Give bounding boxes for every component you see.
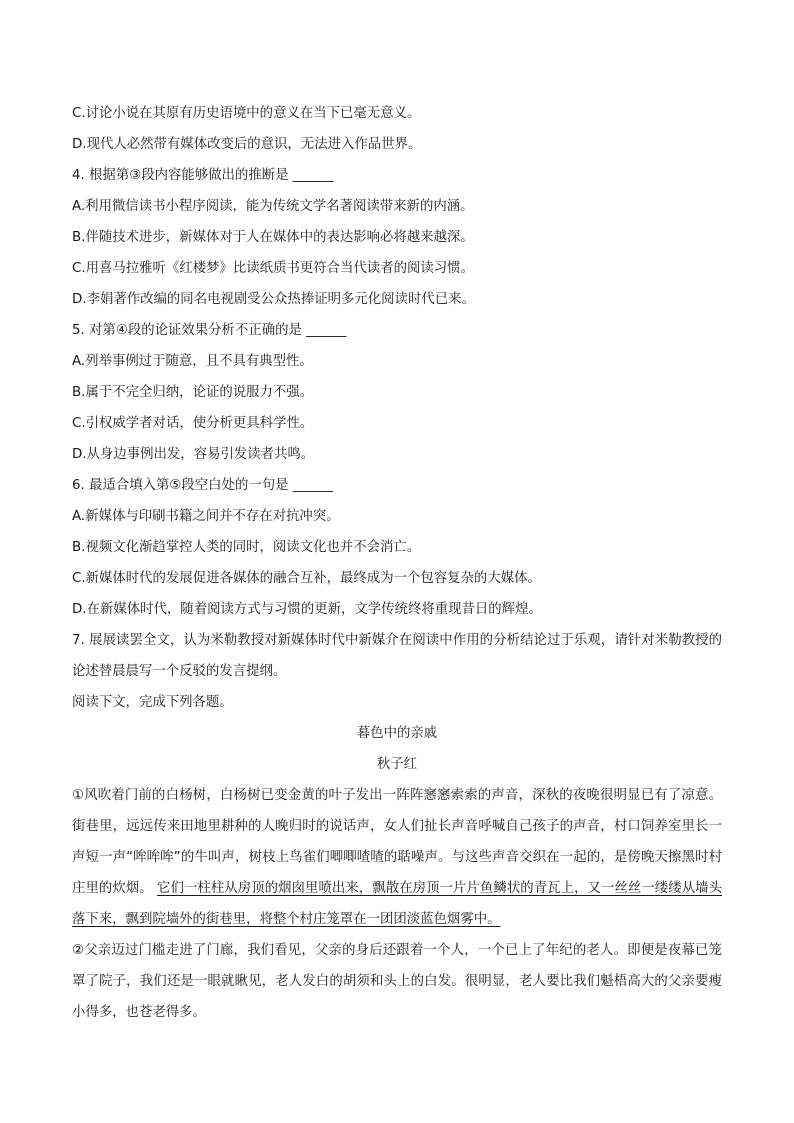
q5-stem: 5. 对第④段的论证效果分析不正确的是 ______: [72, 323, 347, 338]
q6-stem: 6. 最适合填入第⑤段空白处的一句是 ______: [72, 478, 333, 493]
q4-option-c: C.用喜马拉雅听《红楼梦》比读纸质书更符合当代读者的阅读习惯。: [72, 261, 474, 276]
article-author: 秋子红: [376, 757, 418, 772]
q6-option-a: A.新媒体与印刷书籍之间并不存在对抗冲突。: [72, 509, 340, 524]
q6-option-d: D.在新媒体时代，随着阅读方式与习惯的更新，文学传统终将重现昔日的辉煌。: [72, 602, 542, 617]
q4-option-b: B.伴随技术进步，新媒体对于人在媒体中的表达影响必将越来越深。: [72, 230, 474, 245]
q3-option-c: C.讨论小说在其原有历史语境中的意义在当下已毫无意义。: [72, 106, 421, 121]
q4-stem: 4. 根据第③段内容能够做出的推断是 ______: [72, 168, 333, 183]
q5-option-d: D.从身边事例出发，容易引发读者共鸣。: [72, 447, 315, 462]
article-title: 暮色中的亲戚: [356, 726, 438, 741]
article-paragraph-2: ②父亲迈过门槛走进了门廊，我们看见，父亲的身后还跟着一个人，一个已上了年纪的老人。即便是夜幕已笼罩了院子，我们还是一眼就瞅见，老人发白的胡须和头上的白发。很明显，老人要比我们魁梧高大的父亲要瘦小得多，也苍老得多。: [72, 943, 722, 1020]
q6-option-c: C.新媒体时代的发展促进各媒体的融合互补，最终成为一个包容复杂的大媒体。: [72, 571, 541, 586]
q3-option-d: D.现代人必然带有媒体改变后的意识，无法进入作品世界。: [72, 137, 422, 152]
document-page: [72, 98, 722, 1028]
q5-option-c: C.引权威学者对话，使分析更具科学性。: [72, 416, 314, 431]
q4-option-a: A.利用微信读书小程序阅读，能为传统文学名著阅读带来新的内涵。: [72, 199, 474, 214]
article-paragraph-1: [72, 780, 722, 935]
paragraph-1-underlined-sentence: 它们一柱柱从房顶的烟囱里喷出来，飘散在房顶一片片鱼鳞状的青瓦上，又一丝丝一缕缕从墙头落下来，飘到院墙外的街巷里，将整个村庄笼罩在一团团淡蓝色烟雾中。: [72, 881, 722, 927]
q7-question: 7. 展展读罢全文，认为米勒教授对新媒体时代中新媒介在阅读中作用的分析结论过于乐观，请针对米勒教授的论述替晨晨写一个反驳的发言提纲。: [72, 633, 722, 679]
q4-option-d: D.李娟著作改编的同名电视剧受公众热捧证明多元化阅读时代已来。: [72, 292, 475, 307]
q5-option-a: A.列举事例过于随意，且不具有典型性。: [72, 354, 313, 369]
reading-instruction: 阅读下文，完成下列各题。: [72, 695, 233, 710]
q5-option-b: B.属于不完全归纳，论证的说服力不强。: [72, 385, 314, 400]
q6-option-b: B.视频文化渐趋掌控人类的同时，阅读文化也并不会消亡。: [72, 540, 421, 555]
paragraph-1-text: ①风吹着门前的白杨树，白杨树已变金黄的叶子发出一阵阵窸窸索索的声音，深秋的夜晚很明显已有了凉意。街巷里，远远传来田地里耕种的人晚归时的说话声，女人们扯长声音呼喊自己孩子的声音，村口饲养室里长一声短一声“哞哞哞”的牛叫声，树枝上鸟雀们唧唧喳喳的聒噪声。与这些声音交织在一起的，是傍晚天擦黑时村庄里的炊烟。: [72, 788, 722, 896]
